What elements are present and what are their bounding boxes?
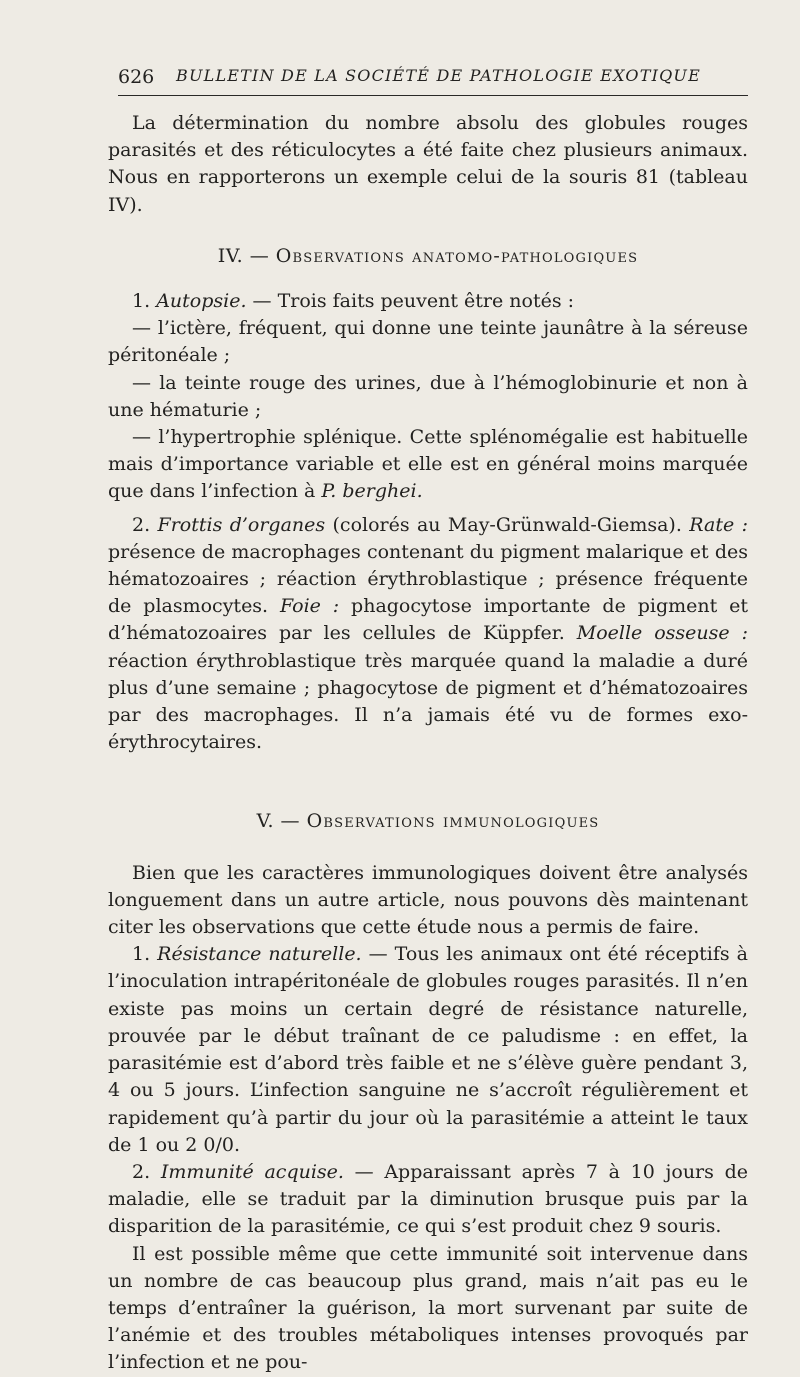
- section-heading-v: [108, 808, 748, 835]
- item-text: — Trois faits peuvent être notés :: [246, 290, 575, 313]
- item-number: 1.: [132, 290, 151, 313]
- list-item: [108, 424, 748, 506]
- organ-label-moelle: Moelle osseuse :: [576, 622, 748, 645]
- resistance-paragraph: [108, 941, 748, 1159]
- section-numeral: IV. —: [217, 244, 270, 267]
- item-text: phagocytose importante de pigment et d’hématozoaires par les cellules de Küppfer.: [108, 595, 748, 645]
- organ-label-foie: Foie :: [279, 595, 340, 618]
- item-label: Frottis d’organes: [157, 513, 326, 536]
- section-title: Observations immunologiques: [306, 810, 600, 833]
- frottis-paragraph: [108, 512, 748, 757]
- section-title: Observations anatomo-pathologiques: [275, 244, 639, 267]
- page-header: [118, 66, 748, 90]
- item-text: — l’hypertrophie splénique. Cette splénomégalie est habituelle mais d’importance variable et elle est en général moins marquée que dans l’infection à: [108, 426, 748, 503]
- item-text: présence de macrophages contenant du pigment malarique et des hématozoaires ; réaction érythroblastique ; présence fréquente de plasmocytes.: [108, 540, 748, 618]
- item-text: réaction érythroblastique très marquée quand la maladie a duré plus d’une semaine ; phagocytose de pigment et d’hématozoaires par des macrophages. Il n’a jamais été vu de formes exo-érythrocytaires.: [108, 649, 748, 754]
- article-body: [108, 110, 748, 1377]
- item-text: — Apparaissant après 7 à 10 jours de maladie, elle se traduit par la diminution brusque puis par la disparition de la parasitémie, ce qui s’est produit chez 9 souris.: [108, 1160, 748, 1238]
- item-number: 1.: [132, 943, 151, 966]
- item-label: Immunité acquise.: [160, 1160, 344, 1183]
- list-item: — la teinte rouge des urines, due à l’hémoglobinurie et non à une hématurie ;: [108, 371, 748, 421]
- item-label: Autopsie.: [156, 290, 247, 313]
- organ-label-rate: Rate :: [689, 513, 748, 536]
- item-text: — Tous les animaux ont été réceptifs à l’inoculation intrapéritonéale de globules rouges parasités. Il n’en existe pas moins un certain degré de résistance naturelle, prouvée par le début traînant de ce paludisme : en effet, la parasitémie est d’abord très faible et ne s’élève guère pendant 3, 4 ou 5 jours. L’infection sanguine ne s’accroît régulièrement et rapidement qu’à partir du jour où la parasitémie a atteint le taux de 1 ou 2 0/0.: [108, 943, 749, 1156]
- running-title: BULLETIN DE LA SOCIÉTÉ DE PATHOLOGIE EXOTIQUE: [176, 66, 701, 85]
- section5-intro-paragraph: Bien que les caractères immunologiques doivent être analysés longuement dans un autre article, nous pouvons dès maintenant citer les observations que cette étude nous a permis de faire.: [108, 861, 748, 939]
- header-rule: [118, 95, 748, 96]
- list-item: — l’ictère, fréquent, qui donne une teinte jaunâtre à la séreuse péritonéale ;: [108, 317, 748, 367]
- immunite-paragraph: [108, 1159, 748, 1241]
- final-paragraph: Il est possible même que cette immunité soit intervenue dans un nombre de cas beaucoup plus grand, mais n’ait pas eu le temps d’entraîner la guérison, la mort survenant par suite de l’anémie et des troubles métaboliques intenses provoqués par l’infection et ne pou-: [108, 1242, 748, 1374]
- item-text: (colorés au May-Grünwald-Giemsa).: [325, 513, 690, 536]
- item-number: 2.: [132, 513, 151, 536]
- autopsie-paragraph: [108, 288, 748, 315]
- item-label: Résistance naturelle.: [157, 943, 362, 966]
- item-number: 2.: [132, 1160, 151, 1183]
- species-name: P. berghei.: [321, 480, 423, 503]
- intro-paragraph: La détermination du nombre absolu des globules rouges parasités et des réticulocytes a été faite chez plusieurs animaux. Nous en rapporterons un exemple celui de la souris 81 (tableau IV).: [108, 112, 748, 216]
- section-heading-iv: [108, 243, 748, 270]
- page-number: 626: [118, 66, 155, 88]
- section-numeral: V. —: [256, 810, 301, 833]
